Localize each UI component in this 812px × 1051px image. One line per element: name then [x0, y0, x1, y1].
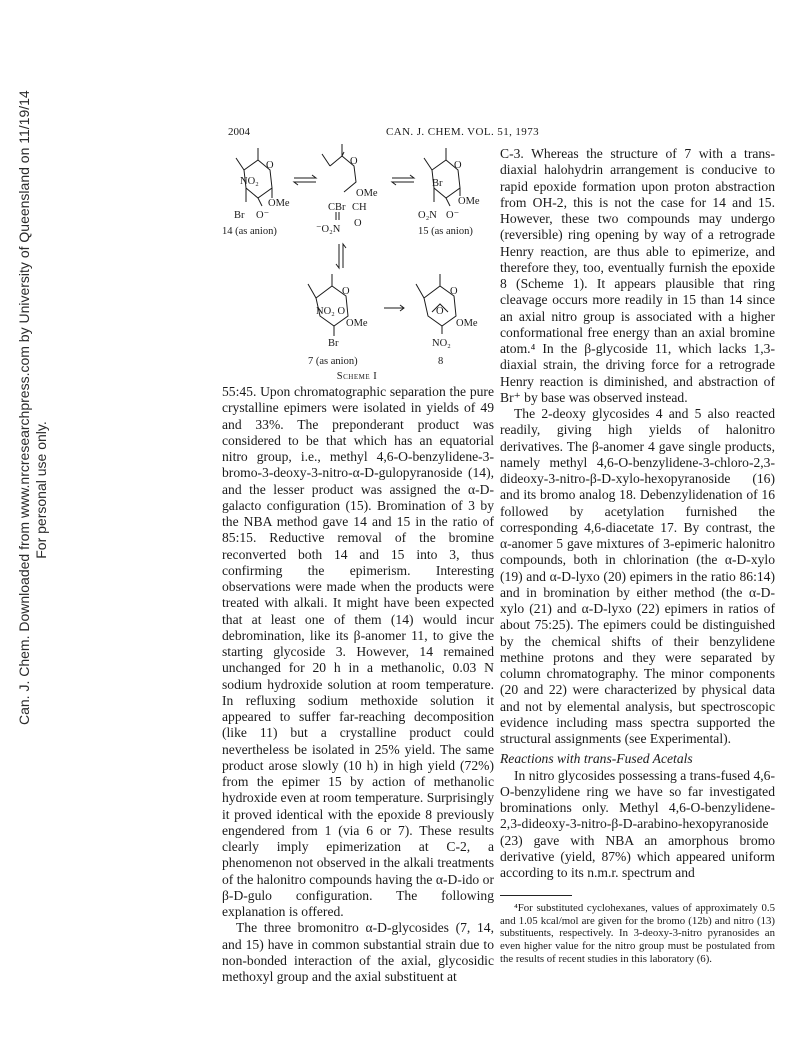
scheme-drawing [222, 140, 492, 375]
ominus-14: O⁻ [256, 210, 270, 221]
ominus-15: O⁻ [446, 210, 460, 221]
ring-o-14: O [266, 160, 274, 171]
ring-o-7: O [342, 286, 350, 297]
label-7: 7 (as anion) [308, 356, 358, 367]
running-title: CAN. J. CHEM. VOL. 51, 1973 [386, 126, 539, 138]
right-paragraph-1: C-3. Whereas the structure of 7 with a trans-diaxial halohydrin arrangement is conducive to rapid epoxide formation upon proton abstraction from OH-2, this is not the case for 14 and 15. However, these two compounds may undergo (reversible) ring opening by way of a retrograde Henry reaction, are thus able to epimerize, and therefore they, too, eventually furnish the epoxide 8 (Scheme 1). It appears plausible that ring cleavage occurs more readily in 15 than 14 since an axial nitro group is associated with a higher conformational free energy than an axial bromine atom.⁴ In the β-glycoside 11, which lacks 1,3-diaxial strain, the driving force for a retrograde Henry reaction is diminished, and abstraction of Br⁺ by base was observed instead. [500, 146, 775, 405]
no2-14: NO₂ [240, 176, 259, 187]
section-subheading: Reactions with trans-Fused Acetals [500, 751, 693, 767]
page-number: 2004 [228, 126, 250, 138]
label-14: 14 (as anion) [222, 226, 277, 237]
o-open: O [354, 218, 362, 229]
br-15: Br [432, 178, 443, 189]
no2-o-7: NO₂ O [316, 306, 346, 317]
epoxide-o-8: O [436, 306, 444, 317]
ring-o-8: O [450, 286, 458, 297]
running-header [228, 126, 774, 140]
ring-o-open: O [350, 156, 358, 167]
watermark-line-2: For personal use only. [33, 421, 49, 559]
label-15: 15 (as anion) [418, 226, 473, 237]
cbr-open: CBr [328, 202, 346, 213]
no2-8: NO₂ [432, 338, 451, 349]
right-paragraph-3: In nitro glycosides possessing a trans-fused 4,6-O-benzylidene ring we have so far investigated brominations only. Methyl 4,6-O-benzylidene-2,3-dideoxy-3-nitro-β-D-arabino-hexopyranoside (23) gave with NBA an amorphous bromo derivative (yield, 87%) which appeared uniform according to its n.m.r. spectrum and [500, 767, 775, 880]
bond-14-c6 [236, 158, 244, 170]
structure-14 [222, 148, 290, 237]
br-7: Br [328, 338, 339, 349]
scheme-caption: Scheme I [336, 371, 378, 382]
left-column [222, 384, 494, 985]
watermark-text [16, 90, 50, 725]
right-paragraph-2: The 2-deoxy glycosides 4 and 5 also reacted readily, giving high yields of halonitro derivatives. The β-anomer 4 gave single products, namely methyl 4,6-O-benzylidene-3-chloro-2,3-dideoxy-3-nitro-β-D-xylo-hexopyranoside (16) and its bromo analog 18. Debenzylidenation of 16 followed by acetylation furnished the corresponding 4,6-diacetate 17. By contrast, the α-anomer 5 gave mixtures of 3-epimeric halonitro compounds, both in chlorination (the α-D-xylo (19) and α-D-lyxo (20) epimers in the ratio 86:14) and in bromination by either method (the α-D-xylo (21) and α-D-lyxo (22) epimers in ratios of about 75:25). The epimers could be distinguished by the chemical shifts of their benzylidene methine protons and they were separated by column chromatography. The minor components (20 and 22) were characterized by physical data and not by elemental analysis, but spectroscopic evidence including mass spectra supported the structural assignments (see Experimental). [500, 406, 775, 746]
reaction-scheme [222, 140, 492, 388]
structure-15 [418, 148, 480, 237]
equilibrium-arrow-2 [392, 175, 414, 185]
reaction-arrow [384, 305, 404, 311]
ome-open: OMe [356, 188, 378, 199]
ome-7: OMe [346, 318, 368, 329]
structure-open-chain [316, 144, 378, 235]
ch-open: CH [352, 202, 367, 213]
left-paragraph-2: The three bromonitro α-D-glycosides (7, 14, and 15) have in common substantial strain due to non-bonded interaction of the axial, glycosidic methoxyl group and the axial substituent at [222, 920, 494, 984]
footnote: ⁴For substituted cyclohexanes, values of approximately 0.5 and 1.05 kcal/mol are given for the bromo (12b) and nitro (13) substituents, respectively. In 3-deoxy-3-nitro pyranosides an even higher value for the nitro group must be postulated from the results of recent studies in this laboratory (6). [500, 902, 775, 965]
download-watermark [2, 90, 52, 725]
footnote-rule [500, 895, 572, 896]
br-14: Br [234, 210, 245, 221]
equilibrium-arrow-vertical [336, 244, 346, 268]
ome-15: OMe [458, 196, 480, 207]
structure-7 [308, 274, 368, 367]
ome-14: OMe [268, 198, 290, 209]
o2n-15: O₂N [418, 210, 437, 221]
o2n-minus-open: ⁻O₂N [316, 224, 341, 235]
bond-14-o [258, 198, 262, 206]
left-paragraph-1: 55:45. Upon chromatographic separation the pure crystalline epimers were isolated in yields of 49 and 33%. The preponderant product was considered to be that which has an equatorial nitro group, i.e., methyl 4,6-O-benzylidene-3-bromo-3-deoxy-3-nitro-α-D-gulopyranoside (14), and the lesser product was assigned the α-D-galacto configuration (15). Bromination of 3 by the NBA method gave 14 and 15 in the ratio of 85:15. Reductive removal of the bromine reconverted both 14 and 15 into 3, thus confirming the epimerism. Interesting observations were made when the products were treated with alkali. It might have been expected that at least one of them (14) would incur debromination, like its β-anomer 11, to give the starting glycoside 3. However, 14 remained unchanged for 20 h in a methanolic, 0.03 N sodium hydroxide solution at room temperature. In refluxing sodium methoxide solution it appeared to suffer far-reaching decomposition (like 11) but a crystalline product could nevertheless be isolated in 25% yield. The same product arose slowly (10 h) in high yield (72%) from the epimer 15 by action of methanolic hydroxide even at room temperature. Surprisingly it proved identical with the epoxide 8 previously engendered from 1 (via 6 or 7). These results clearly imply epimerization at C-2, a phenomenon not observed in the alkali treatments of the halonitro compounds having the α-D-ido or β-D-gulo configuration. The following explanation is offered. [222, 384, 494, 919]
ome-8: OMe [456, 318, 478, 329]
label-8: 8 [438, 356, 444, 367]
right-column [500, 146, 775, 965]
watermark-line-1: Can. J. Chem. Downloaded from www.nrcresearchpress.com by University of Queensland on 11/19/14 [16, 90, 32, 725]
structure-8 [416, 274, 478, 367]
equilibrium-arrow-1 [294, 175, 316, 185]
ring-o-15: O [454, 160, 462, 171]
